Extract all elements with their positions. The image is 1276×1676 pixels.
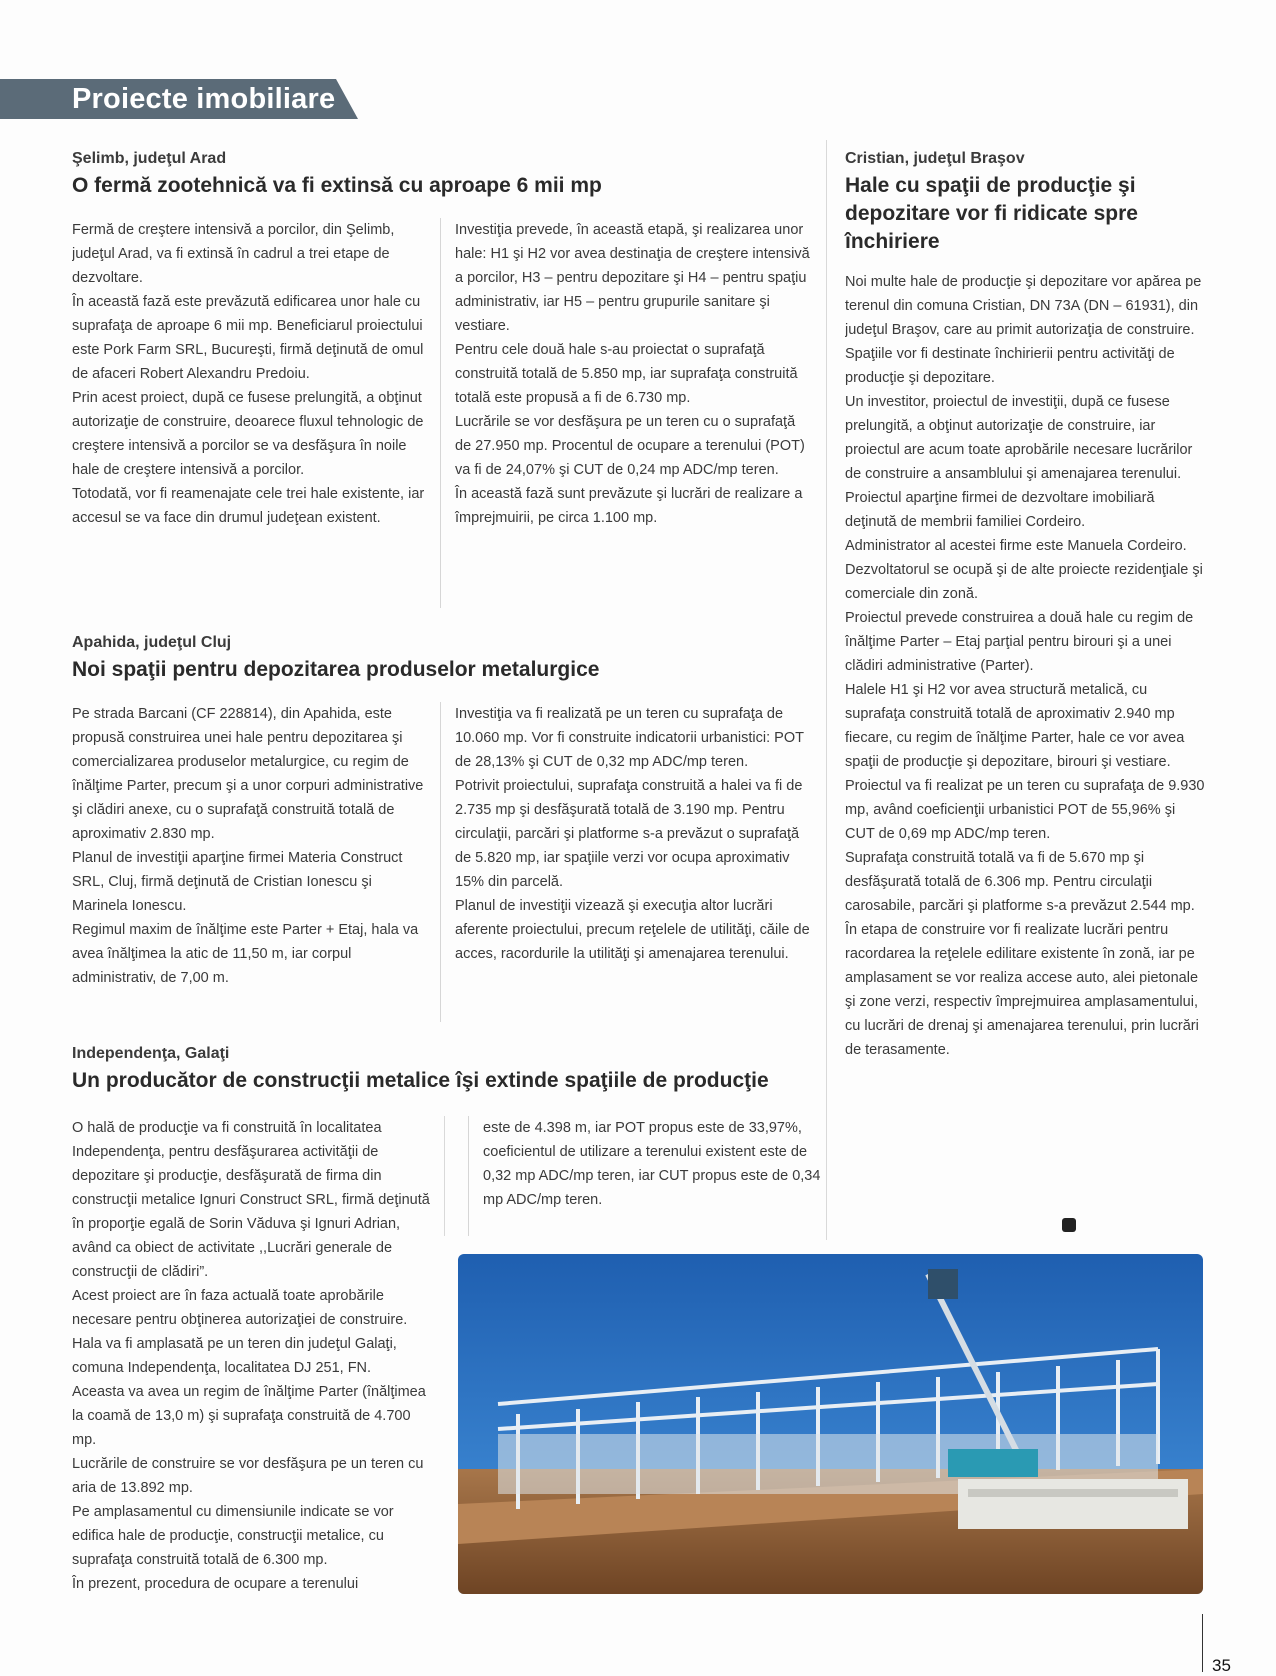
article-kicker: Apahida, judeţul Cluj xyxy=(72,634,232,651)
article-cristian xyxy=(845,148,1205,256)
article-kicker: Şelimb, judeţul Arad xyxy=(72,150,227,167)
article-column: Investiţia prevede, în această etapă, şi realizarea unor hale: H1 şi H2 vor avea destinaţia de creştere intensivă a porcilor, H3 – pentru depozitare şi H4 – pentru spaţiu administrativ, iar H5 – pentru grupurile sanitare şi vestiare. Pentru cele două hale s-au proiectat o suprafaţă construită totală de 5.850 mp, iar suprafaţa construită totală este propusă a fi de 6.730 mp. Lucrările se vor desfăşura pe un teren cu o suprafaţă de 27.950 mp. Procentul de ocupare a terenului (POT) va fi de 24,07% şi CUT de 0,24 mp ADC/mp teren. În această fază sunt prevăzute şi lucrări de realizare a împrejmuirii, pe circa 1.100 mp. xyxy=(440,218,810,608)
article-independenta xyxy=(72,1043,832,1095)
article-headline: Noi spaţii pentru depozitarea produselor metalurgice xyxy=(72,658,600,681)
article-column: Pe strada Barcani (CF 228814), din Apahida, este propusă construirea unei hale pentru depozitarea şi comercializarea produselor metalurgice, cu regim de înălţime Parter, precum şi a unor corpuri administrative şi clădiri anexe, cu o suprafaţă construită totală de aproximativ 2.830 mp. Planul de investiţii aparţine firmei Materia Construct SRL, Cluj, firmă deţinută de Cristian Ionescu şi Marinela Ionescu. Regimul maxim de înălţime este Parter + Etaj, hala va avea înălţimea la atic de 11,50 m, iar corpul administrativ, de 7,00 m. xyxy=(72,706,424,986)
article-column: Fermă de creştere intensivă a porcilor, din Şelimb, judeţul Arad, va fi extinsă în cadrul a trei etape de dezvoltare. În această fază este prevăzută edificarea unor hale cu suprafaţa de aproape 6 mii mp. Beneficiarul proiectului este Pork Farm SRL, Bucureşti, firmă deţinută de omul de afaceri Robert Alexandru Predoiu. Prin acest proiect, după ce fusese prelungită, a obţinut autorizaţie de construire, deoarece fluxul tehnologic de creştere intensivă a porcilor se va desfăşura în noile hale de creştere intensivă a porcilor. Totodată, vor fi reamenajate cele trei hale existente, iar accesul se va face din drumul judeţean existent. xyxy=(72,222,425,526)
page-number-rule xyxy=(1202,1614,1203,1672)
article-body-cristian xyxy=(845,270,1205,1230)
article-body-selimb xyxy=(72,218,824,608)
column-divider xyxy=(826,140,827,1240)
article-body-apahida xyxy=(72,702,824,1022)
article-headline: Hale cu spaţii de producţie şi depozitare vor fi ridicate spre închiriere xyxy=(845,174,1138,253)
page-number: 35 xyxy=(1212,1656,1231,1675)
section-title: Proiecte imobiliare xyxy=(72,83,336,115)
article-apahida xyxy=(72,632,812,684)
article-headline: O fermă zootehnică va fi extinsă cu aproape 6 mii mp xyxy=(72,174,602,197)
article-kicker: Independenţa, Galaţi xyxy=(72,1045,230,1062)
column-divider xyxy=(444,1116,445,1236)
article-headline: Un producător de construcţii metalice îşi extinde spaţiile de producţie xyxy=(72,1069,769,1092)
article-selimb xyxy=(72,148,812,200)
article-column: Investiţia va fi realizată pe un teren cu suprafaţa de 10.060 mp. Vor fi construite indicatorii urbanistici: POT de 28,13% şi CUT de 0,32 mp ADC/mp teren. Potrivit proiectului, suprafaţa construită a halei va fi de 2.735 mp şi desfăşurată totală de 3.190 mp. Pentru circulaţii, parcări şi platforme s-a prevăzut o suprafaţă de 5.820 mp, iar spaţiile verzi vor ocupa aproximativ 15% din parcelă. Planul de investiţii vizează şi execuţia altor lucrări aferente proiectului, precum reţelele de utilităţi, căile de acces, racordurile la utilităţi şi amenajarea terenului. xyxy=(440,702,810,1022)
construction-site-photo xyxy=(458,1254,1203,1594)
end-of-article-mark xyxy=(1058,1216,1076,1234)
article-column: O hală de producţie va fi construită în localitatea Independenţa, pentru desfăşurarea activităţii de depozitare şi producţie, desfăşurată de firma din construcţii metalice Ignuri Construct SRL, firmă deţinută în proporţie egală de Sorin Văduva şi Ignuri Adrian, având ca obiect de activitate ,,Lucrări generale de construcţii de clădiri”. Acest proiect are în faza actuală toate aprobările necesare pentru obţinerea autorizaţiei de construire. Hala va fi amplasată pe un teren din judeţul Galaţi, comuna Independenţa, localitatea DJ 251, FN. Aceasta va avea un regim de înălţime Parter (înălţimea la coamă de 13,0 m) şi suprafaţa construită de 4.700 mp. Lucrările de construire se vor desfăşura pe un teren cu aria de 13.892 mp. Pe amplasamentul cu dimensiunile indicate se vor edifica hale de producţie, construcţii metalice, cu suprafaţa construită totală de 6.300 mp. În prezent, procedura de ocupare a terenului xyxy=(72,1120,430,1592)
article-kicker: Cristian, judeţul Braşov xyxy=(845,150,1025,167)
article-column: Noi multe hale de producţie şi depozitare vor apărea pe terenul din comuna Cristian, DN 73A (DN – 61931), din judeţul Braşov, care au primit autorizaţia de construire. Spaţiile vor fi destinate închirierii pentru activităţi de producţie şi depozitare. Un investitor, proiectul de investiţii, după ce fusese prelungită, a obţinut autorizaţie de construire, iar proiectul are acum toate aprobările necesare lucrărilor de construire a ansamblului şi amenajarea terenului. Proiectul aparţine firmei de dezvoltare imobiliară deţinută de membrii familiei Cordeiro. Administrator al acestei firme este Manuela Cordeiro. Dezvoltatorul se ocupă şi de alte proiecte rezidenţiale şi comerciale din zonă. Proiectul prevede construirea a două hale cu regim de înălţime Parter – Etaj parţial pentru birouri şi a unei clădiri administrative (Parter). Halele H1 şi H2 vor avea structură metalică, cu suprafaţa construită totală de aproximativ 2.940 mp fiecare, cu regim de înălţime Parter, hale ce vor avea spaţii de producţie şi depozitare, birouri şi vestiare. Proiectul va fi realizat pe un teren cu suprafaţa de 9.930 mp, având coeficienţii urbanistici POT de 55,96% şi CUT de 0,69 mp ADC/mp teren. Suprafaţa construită totală va fi de 5.670 mp şi desfăşurată totală de 6.306 mp. Pentru circulaţii carosabile, parcări şi platforme s-a prevăzut 2.544 mp. În etapa de construire vor fi realizate lucrări pentru racordarea la reţelele edilitare existente în zonă, iar pe amplasament se vor realiza accese auto, alei pietonale şi zone verzi, respectiv împrejmuirea amplasamentului, cu lucrări de drenaj şi amenajarea terenului, prin lucrări de terasamente. xyxy=(845,274,1205,1058)
article-column: este de 4.398 m, iar POT propus este de 33,97%, coeficientul de utilizare a terenului existent este de 0,32 mp ADC/mp teren, iar CUT propus este de 0,34 mp ADC/mp teren. xyxy=(468,1116,838,1236)
